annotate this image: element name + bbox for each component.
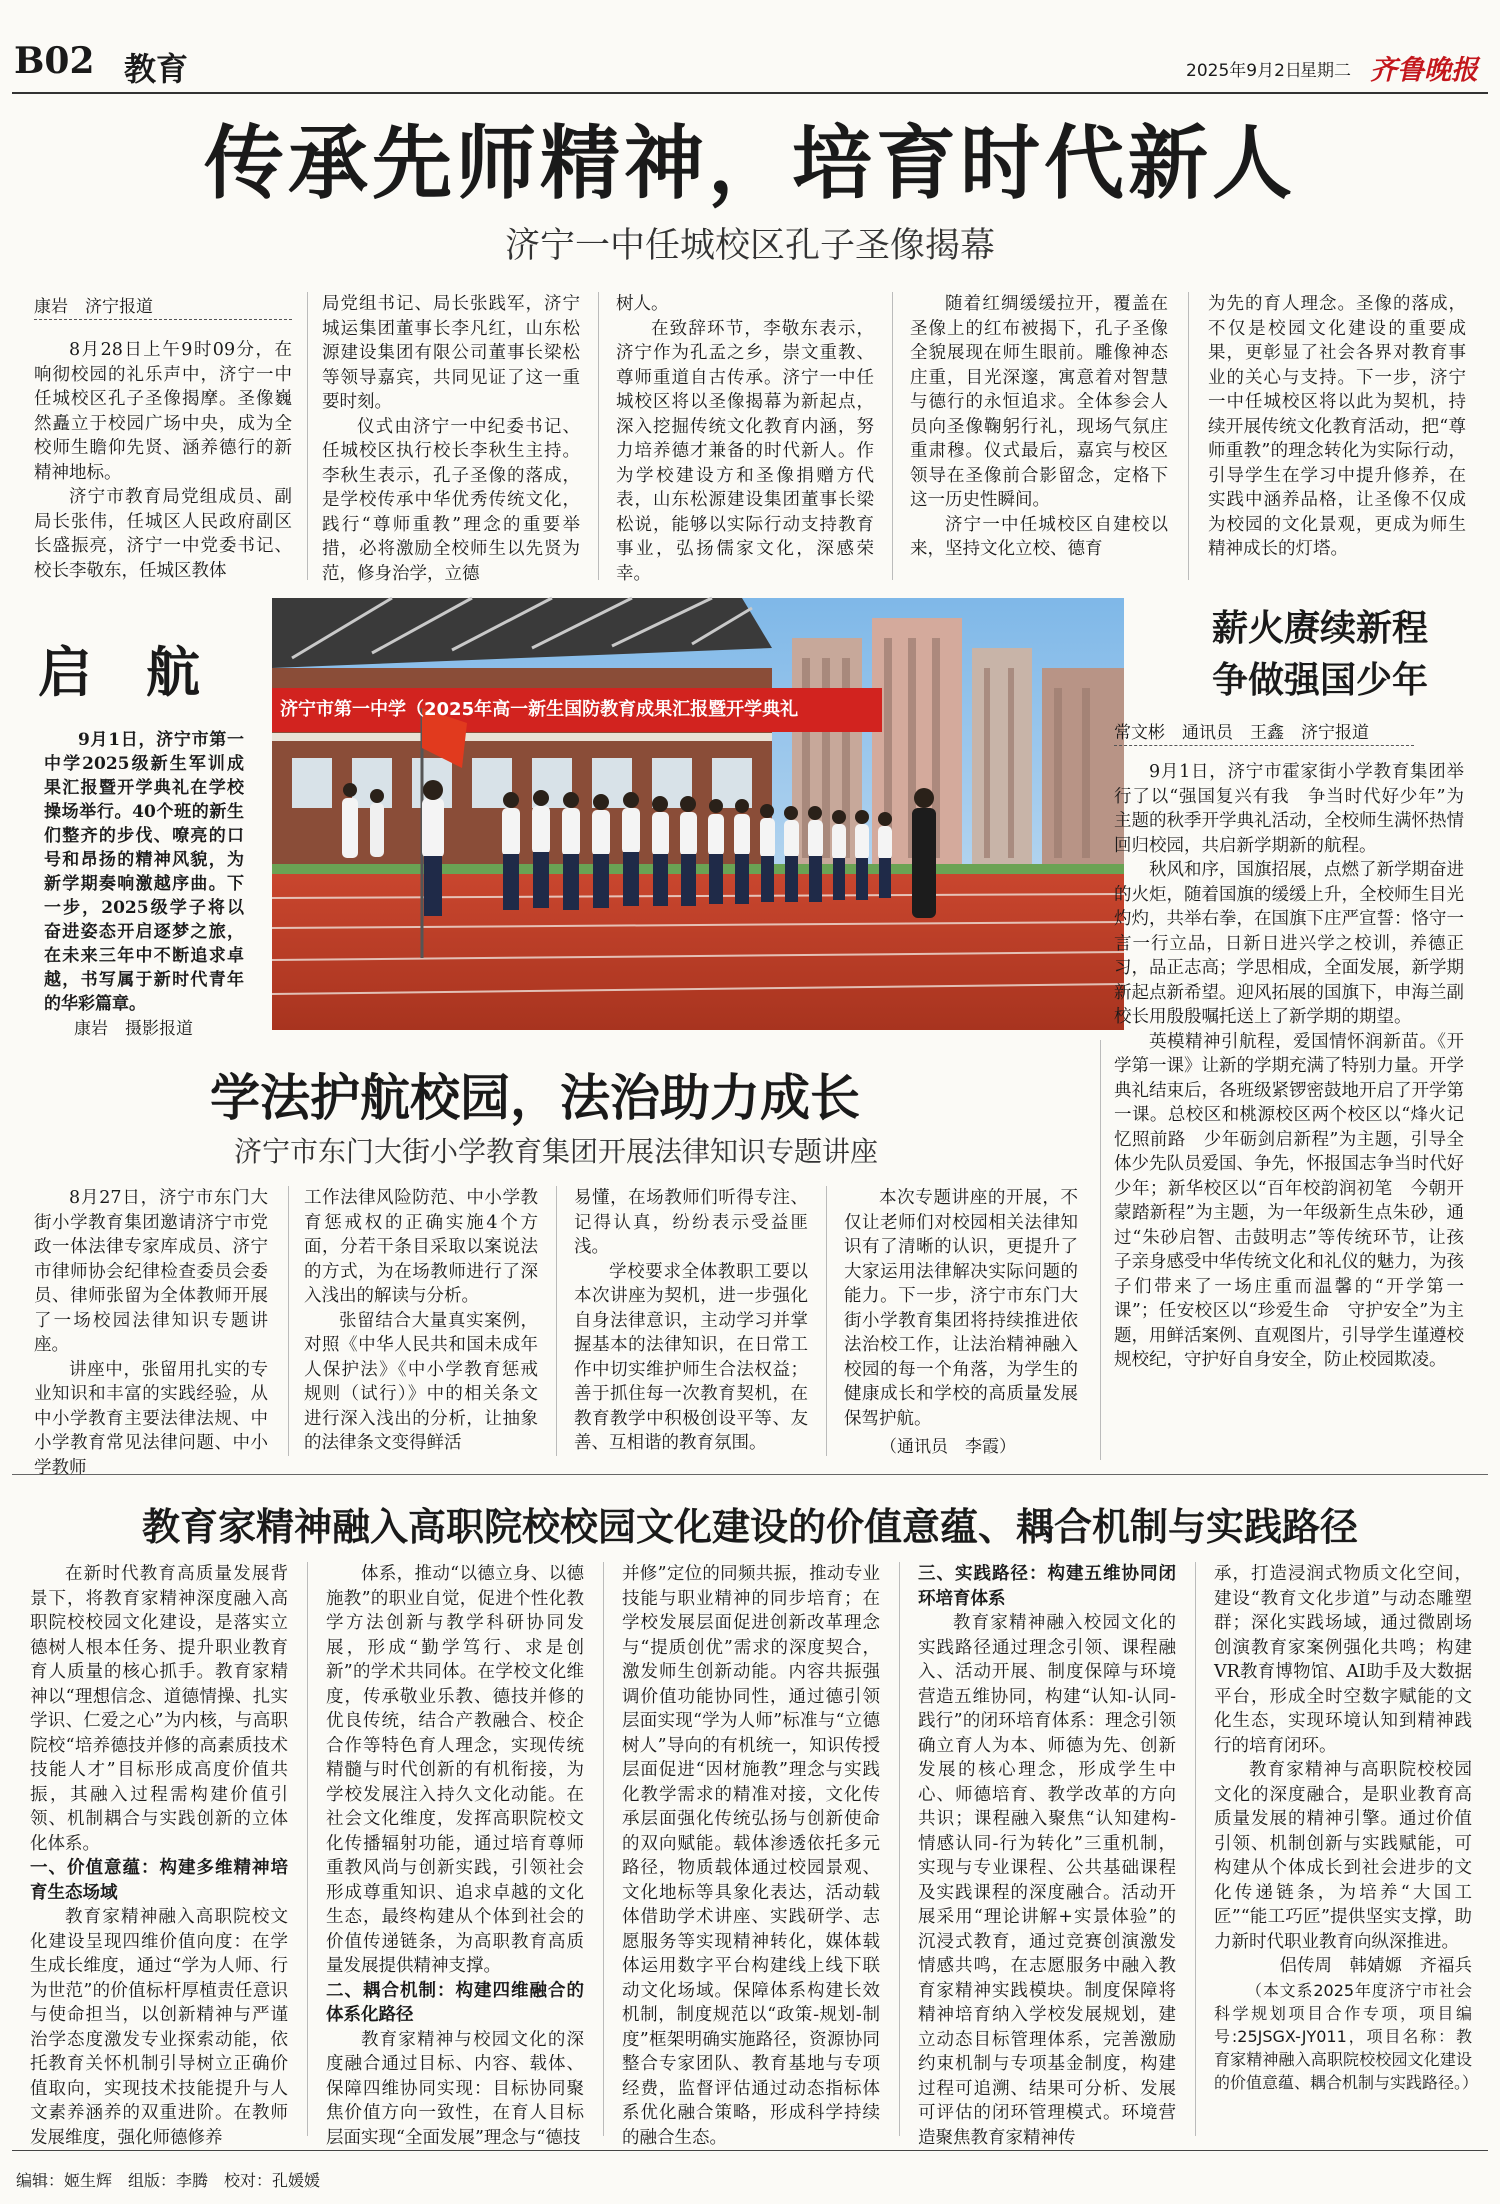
page-number: B02 — [14, 40, 95, 82]
article4-col3 — [622, 1562, 880, 2148]
paragraph: 讲座中，张留用扎实的专业知识和丰富的实践经验，从中小学教育主要法律法规、中小学教育常见法律问题、中小学教师 — [34, 1359, 268, 1478]
article1-byline: 康岩 济宁报道 — [34, 292, 292, 320]
qihang-title: 启 航 — [38, 640, 200, 704]
column-divider — [307, 1562, 308, 2136]
article3-col2 — [304, 1186, 538, 1456]
paragraph: 在新时代教育高质量发展背景下，将教育家精神深度融入高职院校校园文化建设，是落实立德树人根本任务、提升职业教育育人质量的核心抓手。教育家精神以“理想信念、道德情操、扎实学识、仁爱之心”为内核，与高职院校“培养德技并修的高素质技术技能人才”目标形成高度价值共振，其融入过程需构建价值引领、机制耦合与实践创新的立体化体系。 — [30, 1564, 288, 1854]
qihang-body — [44, 728, 244, 1016]
article2-headline-line2: 争做强国少年 — [1211, 659, 1428, 701]
paragraph: 济宁一中任城校区自建校以来，坚持文化立校、德育 — [910, 514, 1168, 559]
article4-col2 — [326, 1562, 584, 2148]
article2-headline-line1: 薪火赓续新程 — [1211, 607, 1428, 649]
article1-col4 — [910, 292, 1168, 582]
column-divider — [307, 292, 308, 580]
paragraph: 秋风和序，国旗招展，点燃了新学期奋进的火炬，随着国旗的缓缓上升，全校师生目光灼灼，共举右拳，在国旗下庄严宣誓：恪守一言一行立品，日新日进兴学之校训，养德正习，品正志高；学思相成，全面发展，新学期新起点新希望。迎风拓展的国旗下，申海兰副校长用殷殷嘱托送上了新学期的期望。 — [1114, 860, 1464, 1027]
article1-col2 — [322, 292, 580, 582]
article3-col1 — [34, 1186, 268, 1478]
paragraph: 英模精神引航程，爱国情怀润新苗。《开学第一课》让新的学期充满了特别力量。开学典礼结束后，各班级紧锣密鼓地开启了开学第一课。总校区和桃源校区两个校区以“烽火记忆照前路 少年砺剑启新程”为主题，引导全体少先队员爱国、争先，怀报国志争当时代好少年；新华校区以“百年校韵润初笔 今朝开蒙踏新程”为主题，为一年级新生点朱砂，通过“朱砂启智、击鼓明志”等传统环节，让孩子亲身感受中华传统文化和礼仪的魅力，为孩子们带来了一场庄重而温馨的“开学第一课”；任安校区以“珍爱生命 守护安全”为主题，用鲜活案例、直观图片，引导学生谨遵校规校纪，守护好自身安全，防止校园欺凌。 — [1114, 1031, 1464, 1370]
section-name: 教育 — [124, 50, 189, 88]
header-rule — [12, 92, 1488, 94]
article3-credit: （通讯员 李霞） — [880, 1437, 1016, 1457]
section-subheading: 一、价值意蕴：构建多维精神培育生态场域 — [30, 1858, 288, 1903]
article3-headline: 学法护航校园，法治助力成长 — [210, 1068, 860, 1127]
column-divider — [603, 1562, 604, 2136]
paragraph: 局党组书记、局长张践军，济宁城运集团董事长李凡红，山东松源建设集团有限公司董事长梁松等领导嘉宾，共同见证了这一重要时刻。 — [322, 294, 580, 412]
paragraph: 随着红绸缓缓拉开，覆盖在圣像上的红布被揭下，孔子圣像全貌展现在师生眼前。雕像神态庄重，目光深邃，寓意着对智慧与德行的永恒追求。全体参会人员向圣像鞠躬行礼，现场气氛庄重肃穆。仪式最后，嘉宾与校区领导在圣像前合影留念，定格下这一历史性瞬间。 — [910, 294, 1168, 510]
ceremony-photo — [272, 598, 1124, 1030]
footer-editors: 编辑：姬生辉 组版：李腾 校对：孔媛媛 — [16, 2171, 321, 2190]
paragraph: 教育家精神与校园文化的深度融合通过目标、内容、载体、保障四维协同实现：目标协同聚焦价值方向一致性，在育人目标层面实现“全面发展”理念与“德技 — [326, 2029, 584, 2148]
article4-headline: 教育家精神融入高职院校校园文化建设的价值意蕴、耦合机制与实践路径 — [141, 1504, 1358, 1549]
article2-body — [1114, 760, 1464, 1462]
article1-headline: 传承先师精神，培育时代新人 — [204, 116, 1296, 210]
paragraph: 8月27日，济宁市东门大街小学教育集团邀请济宁市党政一体法律专家库成员、济宁市律师协会纪律检查委员会委员、律师张留为全体教师开展了一场校园法律知识专题讲座。 — [34, 1188, 268, 1355]
paragraph: 学校要求全体教职工要以本次讲座为契机，进一步强化自身法律意识，主动学习并掌握基本的法律知识，在日常工作中切实维护师生合法权益；善于抓住每一次教育契机，在教育教学中积极创设平等、友善、互相谐的教育氛围。 — [574, 1261, 808, 1453]
paragraph: 体系，推动“以德立身、以德施教”的职业自觉，促进个性化教学方法创新与教学科研协同发展，形成“勤学笃行、求是创新”的学术共同体。在学校文化维度，传承敬业乐教、德技并修的优良传统，结合产教融合、校企合作等特色育人理念，实现传统精髓与时代创新的有机衔接，为学校发展注入持久文化动能。在社会文化维度，发挥高职院校文化传播辐射功能，通过培育尊师重教风尚与创新实践，引领社会形成尊重知识、追求卓越的文化生态，最终构建从个体到社会的价值传递链条，为高职教育高质量发展提供精神支撑。 — [326, 1564, 584, 1976]
section-rule — [12, 1474, 1488, 1475]
ceremony-photo-image — [272, 598, 1124, 1030]
article2-byline: 常文彬 通讯员 王鑫 济宁报道 — [1114, 718, 1414, 746]
article4-authors: 侣传周 韩婧嫄 齐福兵 — [1279, 1956, 1472, 1976]
paragraph: 张留结合大量真实案例，对照《中华人民共和国未成年人保护法》《中小学教育惩戒规则（试行）》中的相关条文进行深入浅出的分析，让抽象的法律条文变得鲜活 — [304, 1310, 538, 1453]
paragraph: 工作法律风险防范、中小学教育惩戒权的正确实施4个方面，分若干条目采取以案说法的方式，为在场教师进行了深入浅出的解读与分析。 — [304, 1188, 538, 1306]
column-divider — [899, 1562, 900, 2136]
issue-weekday: 星期二 — [1300, 61, 1351, 81]
article1-subhead: 济宁一中任城校区孔子圣像揭幕 — [504, 226, 995, 266]
section-subheading: 二、耦合机制：构建四维融合的体系化路径 — [326, 1980, 584, 2025]
paragraph: 8月28日上午9时09分，在响彻校园的礼乐声中，济宁一中任城校区孔子圣像揭摩。圣像巍然矗立于校园广场中央，成为全校师生瞻仰先贤、涵养德行的新精神地标。 — [34, 340, 292, 483]
article3-col3 — [574, 1186, 808, 1456]
photo-banner-text: 济宁市第一中学（2025年高一新生国防教育成果汇报暨开学典礼 — [280, 699, 799, 720]
qihang-credit: 康岩 摄影报道 — [74, 1019, 193, 1039]
article4-project-note: （本文系2025年度济宁市社会科学规划项目合作专项，项目编号:25JSGX-JY011，项目名称：教育家精神融入高职院校校园文化建设的价值意蕴、耦合机制与实践路径。） — [1214, 1980, 1479, 2092]
article4-col5 — [1214, 1562, 1479, 2138]
column-divider — [1100, 1040, 1101, 1460]
paragraph: 本次专题讲座的开展，不仅让老师们对校园相关法律知识有了清晰的认识，更提升了大家运用法律解决实际问题的能力。下一步，济宁市东门大街小学教育集团将持续推进依法治校工作，让法治精神融入校园的每一个角落，为学生的健康成长和学校的高质量发展保驾护航。 — [844, 1188, 1078, 1429]
section-subheading: 三、实践路径：构建五维协同闭环培育体系 — [918, 1564, 1176, 1609]
paragraph: 教育家精神融入高职院校文化建设呈现四维价值向度：在学生成长维度，通过“学为人师、行为世范”的价值标杆厚植责任意识与使命担当，以创新精神与严谨治学态度激发专业探索动能，依托教育关怀机制引导树立正确价值取向，实现技术技能提升与人文素养涵养的双重进阶。在教师发展维度，强化师德修养 — [30, 1907, 288, 2148]
paragraph: 为先的育人理念。圣像的落成，不仅是校园文化建设的重要成果，更彰显了社会各界对教育事业的关心与支持。下一步，济宁一中任城校区将以此为契机，持续开展传统文化教育活动，把“尊师重教”的理念转化为实际行动，引导学生在学习中提升修养，在实践中涵养品格，让圣像不仅成为校园的文化景观，更成为师生精神成长的灯塔。 — [1208, 294, 1466, 559]
article4-col4 — [918, 1562, 1176, 2148]
column-divider — [288, 1186, 289, 1456]
column-divider — [826, 1186, 827, 1456]
paragraph: 树人。 — [616, 294, 669, 314]
column-divider — [598, 292, 599, 580]
column-divider — [1188, 292, 1189, 580]
paragraph: 易懂，在场教师们听得专注、记得认真，纷纷表示受益匪浅。 — [574, 1188, 808, 1257]
paragraph: 9月1日，济宁市第一中学2025级新生军训成果汇报暨开学典礼在学校操场举行。40个班的新生们整齐的步伐、嘹亮的口号和昂扬的精神风貌，为新学期奏响激越序曲。下一步，2025级学子将以奋进姿态开启逐梦之旅，在未来三年中不断追求卓越，书写属于新时代青年的华彩篇章。 — [44, 730, 244, 1014]
paragraph: 教育家精神融入校园文化的实践路径通过理念引领、课程融入、活动开展、制度保障与环境营造五维协同，构建“认知-认同-践行”的闭环培育体系：理念引领确立育人为本、师德为先、创新发展的核心理念，形成学生中心、师德培育、教学改革的方向共识；课程融入聚焦“认知建构-情感认同-行为转化”三重机制，实现与专业课程、公共基础课程及实践课程的深度融合。活动开展采用“理论讲解+实景体验”的沉浸式教育，通过竞赛创演激发情感共鸣，在志愿服务中融入教育家精神实践模块。制度保障将精神培育纳入学校发展规划，建立动态目标管理体系，完善激励约束机制与专项基金制度，构建过程可追溯、结果可分析、发展可评估的闭环管理模式。环境营造聚焦教育家精神传 — [918, 1613, 1176, 2148]
footer-rule — [12, 2150, 1488, 2151]
column-divider — [1195, 1562, 1196, 2136]
issue-date: 2025年9月2日 — [1186, 61, 1302, 81]
paragraph: 承，打造浸润式物质文化空间，建设“教育文化步道”与动态雕塑群；深化实践场域，通过微剧场创演教育家案例强化共鸣；构建VR教育博物馆、AI助手及大数据平台，形成全时空数字赋能的文化生态，实现环境认知到精神践行的培育闭环。 — [1214, 1564, 1472, 1756]
column-divider — [892, 292, 893, 580]
article4-col1 — [30, 1562, 288, 2148]
paragraph: 并修”定位的同频共振，推动专业技能与职业精神的同步培育；在学校发展层面促进创新改革理念与“提质创优”需求的深度契合，激发师生创新动能。内容共振强调价值功能协同性，通过德引领层面实现“学为人师”标准与“立德树人”导向的有机统一，知识传授层面促进“因材施教”理念与实践化教学需求的精准对接，文化传承层面强化传统弘扬与创新使命的双向赋能。载体渗透依托多元路径，物质载体通过校园景观、文化地标等具象化表达，活动载体借助学术讲座、实践研学、志愿服务等实现精神转化，媒体载体运用数字平台构建线上线下联动文化场域。保障体系构建长效机制，制度规范以“政策-规划-制度”框架明确实施路径，资源协同整合专家团队、教育基地与专项经费，监督评估通过动态指标体系优化融合策略，形成科学持续的融合生态。 — [622, 1564, 880, 2148]
paragraph: 在致辞环节，李敬东表示，济宁作为孔孟之乡，崇文重教、尊师重道自古传承。济宁一中任城校区将以圣像揭幕为新起点，深入挖掘传统文化教育内涵，努力培养德才兼备的时代新人。作为学校建设方和圣像捐赠方代表，山东松源建设集团董事长梁松说，能够以实际行动支持教育事业，弘扬儒家文化，深感荣幸。 — [616, 318, 874, 584]
paragraph: 9月1日，济宁市霍家街小学教育集团举行了以“强国复兴有我 争当时代好少年”为主题的秋季开学典礼活动，全校师生满怀热情回归校园，共启新学期新的航程。 — [1114, 762, 1464, 856]
article3-subhead: 济宁市东门大街小学教育集团开展法律知识专题讲座 — [234, 1135, 879, 1168]
paragraph: 教育家精神与高职院校校园文化的深度融合，是职业教育高质量发展的精神引擎。通过价值引领、机制创新与实践赋能，可构建从个体成长到社会进步的文化传递链条，为培养“大国工匠”“能工巧匠”提供坚实支撑，助力新时代职业教育向纵深推进。 — [1214, 1760, 1472, 1952]
article1-col1 — [34, 338, 292, 580]
paper-logo: 齐鲁晚报 — [1370, 55, 1478, 86]
paragraph: 仪式由济宁一中纪委书记、任城校区执行校长李秋生主持。李秋生表示，孔子圣像的落成，是学校传承中华优秀传统文化，践行“尊师重教”理念的重要举措，必将激励全校师生以先贤为范，修身治学，立德 — [322, 416, 580, 584]
column-divider — [556, 1186, 557, 1456]
article1-col3 — [616, 292, 874, 582]
paragraph: 济宁市教育局党组成员、副局长张伟，任城区人民政府副区长盛振亮，济宁一中党委书记、校长李敬东，任城区教体 — [34, 487, 292, 581]
article3-col4 — [844, 1186, 1078, 1429]
article1-col5 — [1208, 292, 1466, 582]
